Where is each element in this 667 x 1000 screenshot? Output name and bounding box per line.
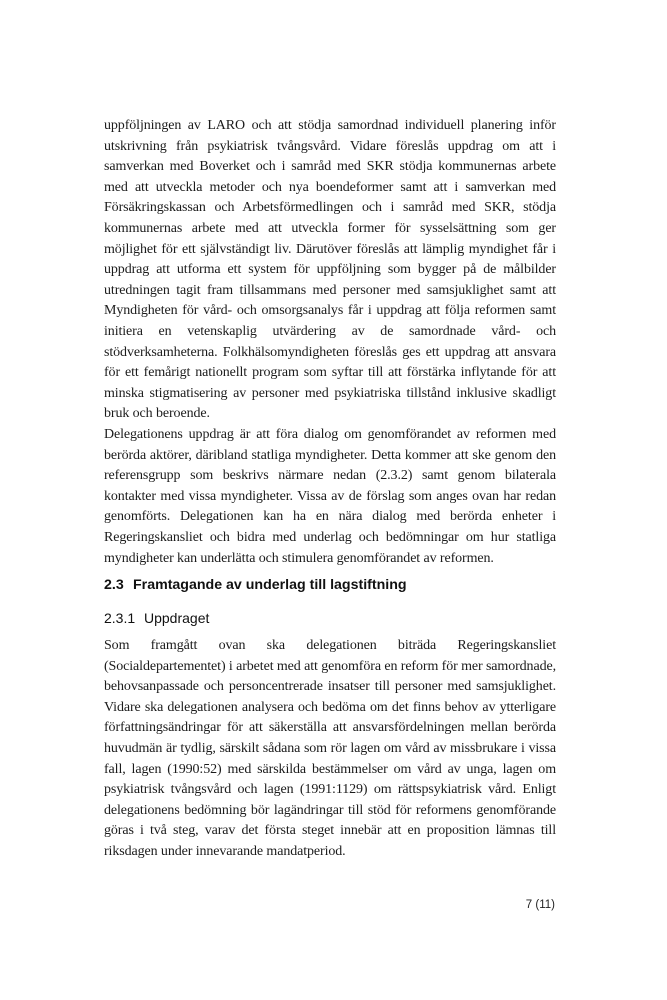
section-number: 2.3	[104, 577, 124, 593]
section-title: Framtagande av underlag till lagstiftning	[133, 577, 407, 593]
section-heading	[104, 577, 407, 593]
subsection-heading	[104, 610, 209, 626]
body-paragraph-3: Som framgått ovan ska delegationen biträda Regeringskansliet (Socialdepartementet) i arbetet med att genomföra en reform för mer samordnade, behovsanpassade och personcentrerade insatser till personer med samsjuklighet. Vidare ska delegationen analysera och bedöma om det finns behov av ytterligare författningsändringar för att säkerställa att ansvarsfördelningen mellan berörda huvudmän är tydlig, särskilt sådana som rör lagen om vård av missbrukare i vissa fall, lagen (1990:52) med särskilda bestämmelser om vård av unga, lagen om psykiatrisk tvångsvård och lagen (1991:1129) om rättspsykiatrisk vård. Enligt delegationens bedömning bör lagändringar till stöd för reformens genomförande göras i två steg, varav det första steget innebär att en proposition lämnas till riksdagen under innevarande mandatperiod.	[104, 638, 556, 859]
subsection-title: Uppdraget	[144, 610, 210, 626]
subsection-number: 2.3.1	[104, 610, 136, 626]
body-paragraph-2: Delegationens uppdrag är att föra dialog om genomförandet av reformen med berörda aktörer, däribland statliga myndigheter. Detta kommer att ske genom den referensgrupp som beskrivs närmare nedan (2.3.2) samt genom bilaterala kontakter med vissa myndigheter. Vissa av de förslag som anges ovan har redan genomförts. Delegationen kan ha en nära dialog med berörda enheter i Regeringskansliet och bidra med underlag och bedömningar om hur statliga myndigheter kan underlätta och stimulera genomförandet av reformen.	[104, 427, 556, 566]
body-paragraph-1: uppföljningen av LARO och att stödja samordnad individuell planering inför utskrivning från psykiatrisk tvångsvård. Vidare föreslås uppdrag om att i samverkan med Boverket och i samråd med SKR stödja kommunernas arbete med att utveckla metoder och nya boendeformer samt att i samverkan med Försäkringskassan och Arbetsförmedlingen och i samråd med SKR, stödja kommunernas arbete med att utveckla former för sysselsättning som ger möjlighet för ett självständigt liv. Därutöver föreslås att lämplig myndighet får i uppdrag att utforma ett system för uppföljning som bygger på de målbilder utredningen tagit fram tillsammans med personer med samsjuklighet samt att Myndigheten för vård- och omsorgsanalys får i uppdrag att följa reformen samt initiera en vetenskaplig utvärdering av de samordnade vård- och stödverksamheterna. Folkhälsomyndigheten föreslås ges ett uppdrag att ansvara för ett femårigt nationellt program som syftar till att förstärka inflytande för att minska stigmatisering av personer med psykiatriska tillstånd inklusive skadligt bruk och beroende.	[104, 118, 556, 422]
page-number: 7 (11)	[525, 899, 555, 911]
